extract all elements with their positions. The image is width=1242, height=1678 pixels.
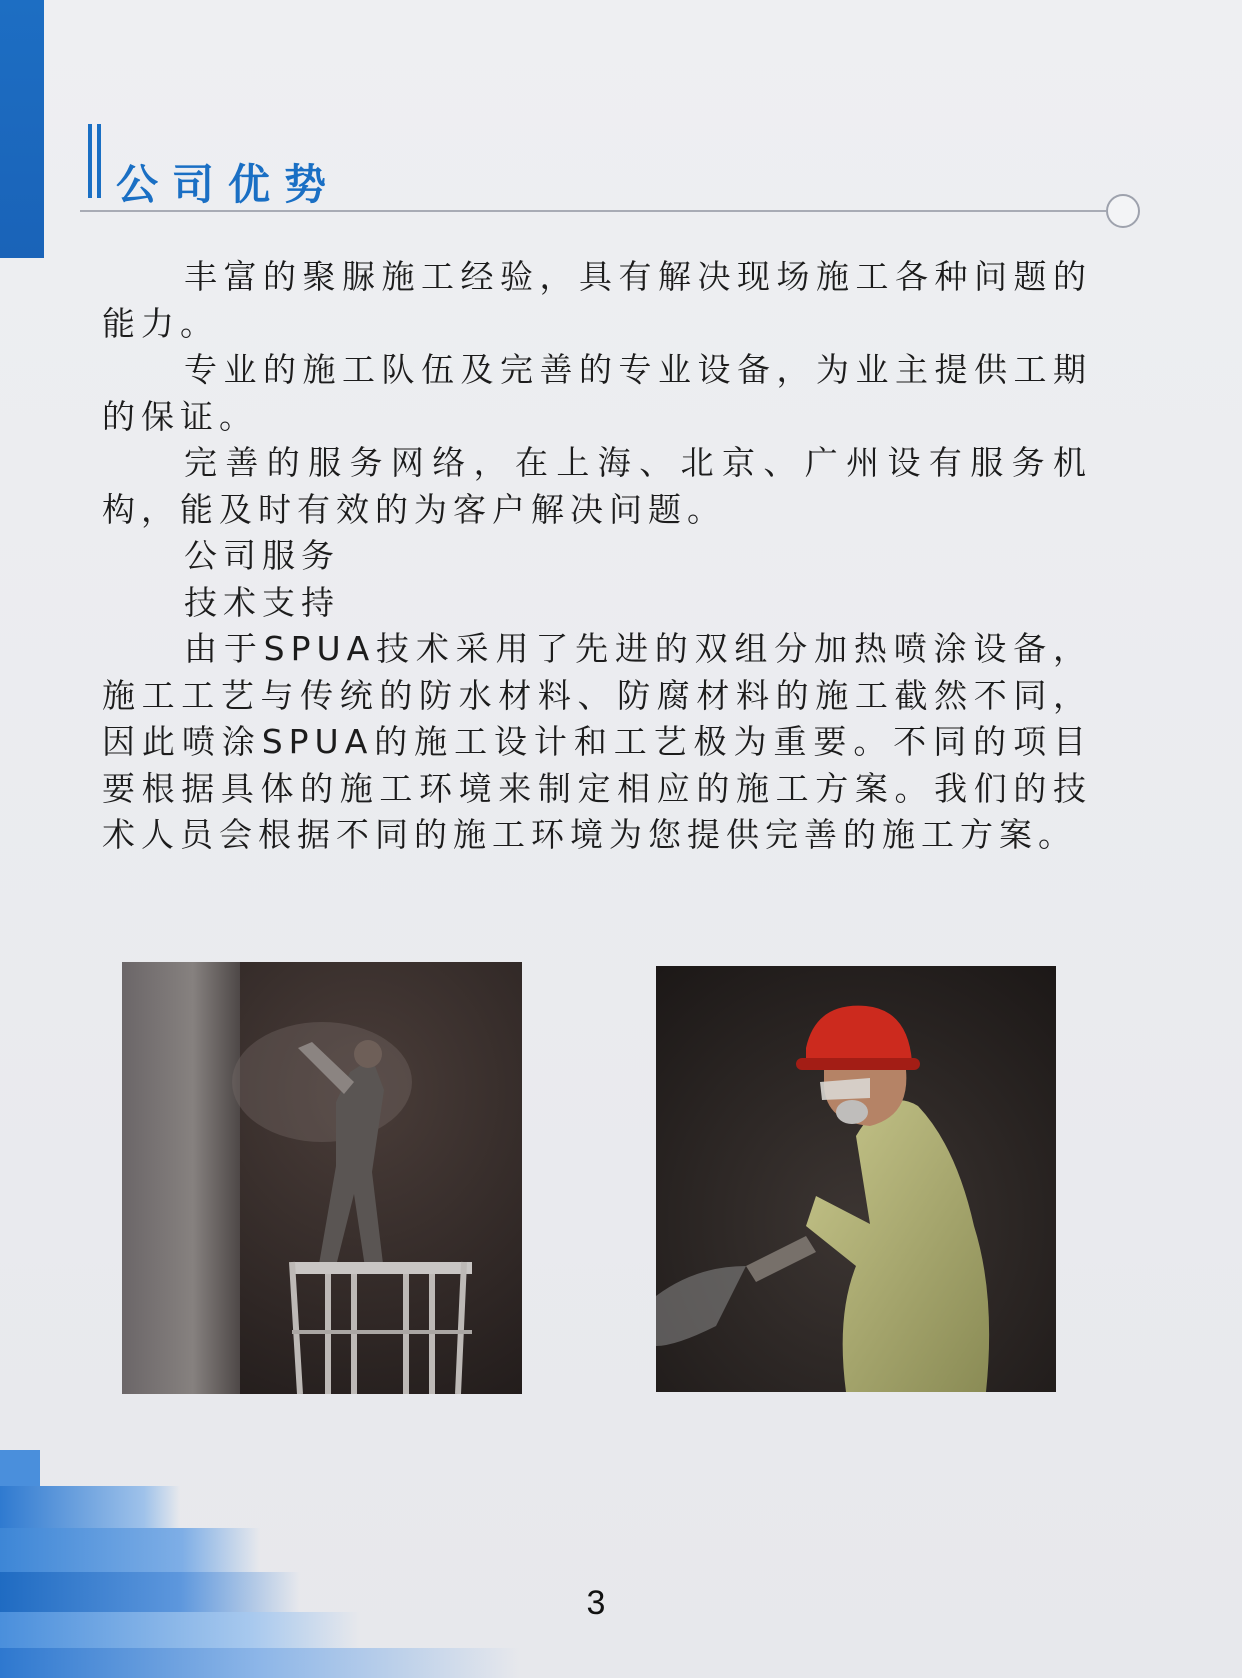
photo-worker-spray-gun — [656, 966, 1056, 1392]
photo-worker-spraying-column — [122, 962, 522, 1394]
paragraph-team: 专业的施工队伍及完善的专业设备，为业主提供工期的保证。 — [102, 350, 1092, 436]
page-number: 3 — [586, 1584, 606, 1622]
body-text — [102, 254, 1092, 859]
divider-circle-icon — [1106, 194, 1140, 228]
side-accent-bar — [0, 0, 44, 258]
paragraph-network: 完善的服务网络，在上海、北京、广州设有服务机构，能及时有效的为客户解决问题。 — [102, 443, 1092, 529]
title-divider — [80, 210, 1106, 212]
bottom-decoration — [0, 1450, 520, 1678]
section-title: 公司优势 — [116, 160, 341, 209]
paragraph-experience: 丰富的聚脲施工经验，具有解决现场施工各种问题的能力。 — [102, 257, 1092, 343]
paragraph-services-heading: 公司服务 — [184, 536, 340, 575]
paragraph-tech-support-heading: 技术支持 — [184, 582, 340, 622]
paragraph-spua: 由于SPUA技术采用了先进的双组分加热喷涂设备，施工工艺与传统的防水材料、防腐材料的施工截然不同，因此喷涂SPUA的施工设计和工艺极为重要。不同的项目要根据具体的施工环境来制定相应的施工方案。我们的技术人员会根据不同的施工环境为您提供完善的施工方案。 — [102, 629, 1092, 854]
